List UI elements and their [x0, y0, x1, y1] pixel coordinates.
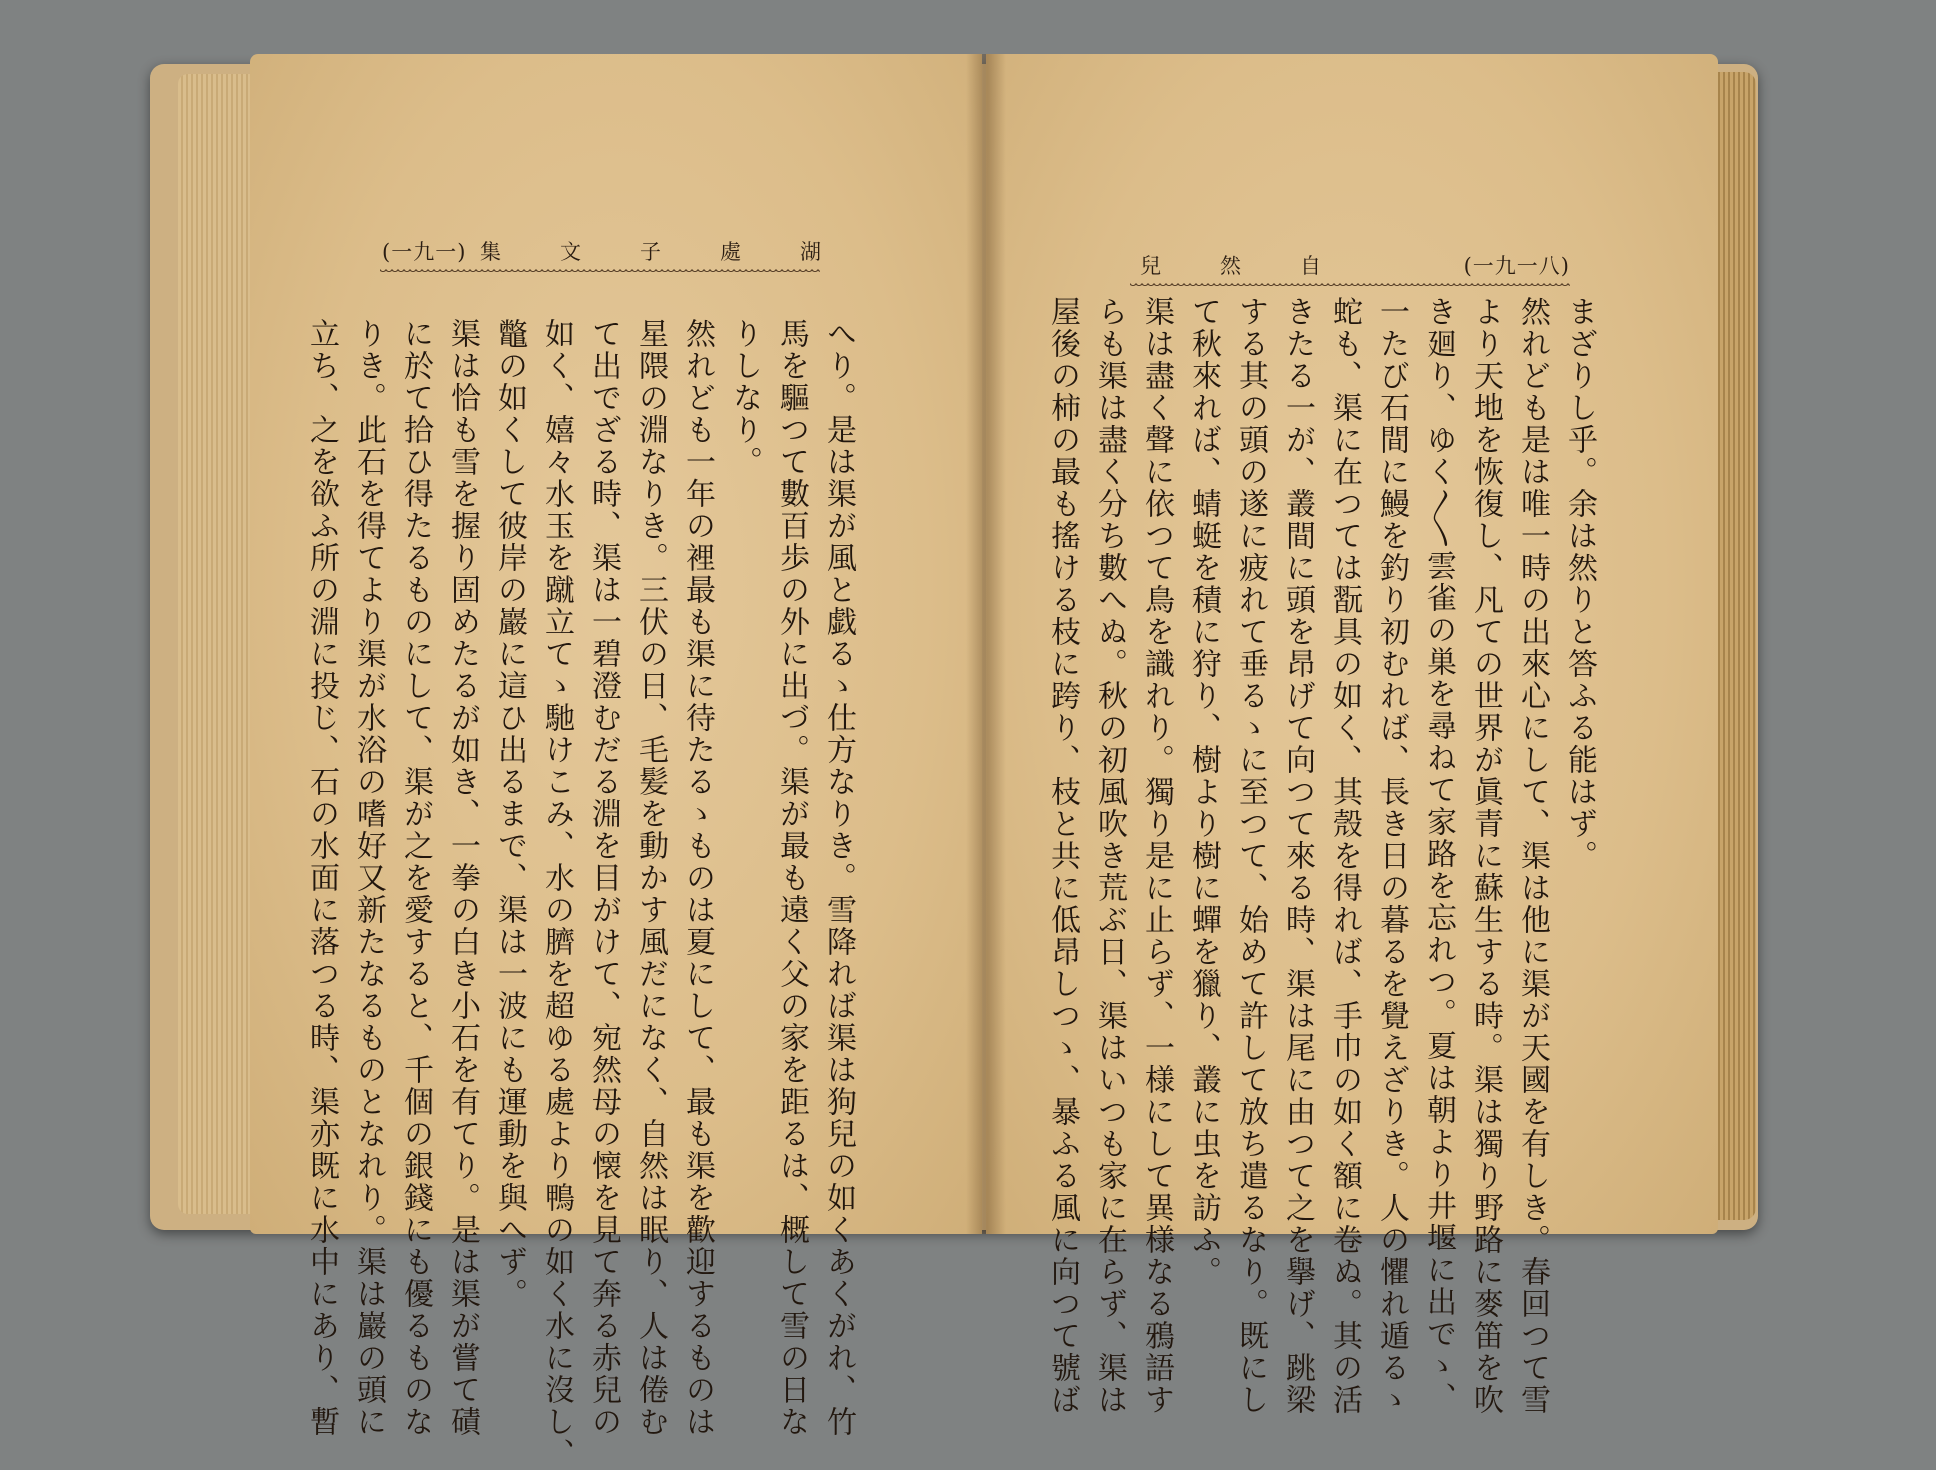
text-column: て出でざる時、渠は一碧澄むだる淵を目がけて、宛然母の懐を見て奔る赤兒の: [586, 318, 621, 1438]
text-column: りしなり。: [727, 318, 762, 478]
left-header-char: 子: [640, 240, 662, 264]
text-column: きたる一が、叢間に頭を昂げて向つて來る時、渠は尾に由つて之を擧げ、跳梁: [1280, 296, 1315, 1416]
text-column: 星隈の淵なりき。三伏の日、毛髪を動かす風だになく、自然は眠り、人は倦む: [633, 318, 668, 1438]
right-header-char: 兒: [1140, 254, 1162, 278]
right-header-title: [1140, 250, 1322, 280]
left-header-char: 文: [560, 240, 582, 264]
left-header-char: 集: [480, 240, 502, 264]
left-body-text: [304, 318, 862, 1470]
left-header-char: 處: [720, 240, 742, 264]
left-running-header: [382, 236, 822, 266]
text-column: より天地を恢復し、凡ての世界が眞青に蘇生する時。渠は獨り野路に麥笛を吹: [1468, 296, 1503, 1416]
right-header-rule: [1130, 282, 1570, 288]
right-body-text: [1045, 296, 1603, 1416]
left-header-rule: [380, 268, 820, 274]
text-column: へり。是は渠が風と戯るゝ仕方なりき。雪降れば渠は狗兒の如くあくがれ、竹: [821, 318, 856, 1438]
left-header-title: [480, 236, 822, 266]
text-column: 鼈の如くして彼岸の巖に這ひ出るまで、渠は一波にも運動を與へず。: [492, 318, 527, 1310]
text-column: き廻り、ゆく〳〵雲雀の巣を尋ねて家路を忘れつ。夏は朝より井堰に出でゝ、: [1421, 296, 1456, 1414]
text-column: 渠は恰も雪を握り固めたるが如き、一拳の白き小石を有てり。是は渠が嘗て磧: [445, 318, 480, 1438]
text-column: 蛇も、渠に在つては翫具の如く、其殼を得れば、手巾の如く額に卷ぬ。其の活: [1327, 296, 1362, 1416]
right-header-char: 自: [1300, 254, 1322, 278]
text-column: らも渠は盡く分ち數へぬ。秋の初風吹き荒ぶ日、渠はいつも家に在らず、渠は: [1092, 296, 1127, 1416]
text-column: する其の頭の遂に疲れて垂るゝに至つて、始めて許して放ち遣るなり。既にし: [1233, 296, 1268, 1416]
text-column: 立ち、之を欲ふ所の淵に投じ、石の水面に落つる時、渠亦既に水中にあり、暫: [304, 318, 339, 1438]
right-page-number: (一九一八): [1463, 254, 1570, 278]
left-header-char: 湖: [800, 240, 822, 264]
text-column: りき。此石を得てより渠が水浴の嗜好又新たなるものとなれり。渠は巖の頭に: [351, 318, 386, 1438]
text-column: 然れども一年の裡最も渠に待たるゝものは夏にして、最も渠を歡迎するものは: [680, 318, 715, 1438]
book-gutter: [966, 54, 1006, 1234]
text-column: 渠は盡く聲に依つて鳥を識れり。獨り是に止らず、一様にして異様なる鴉語す: [1139, 296, 1174, 1416]
text-column: 一たび石間に鰻を釣り初むれば、長き日の暮るを覺えざりき。人の懼れ遁るゝ: [1374, 296, 1409, 1416]
text-column: まざりし乎。余は然りと答ふる能はず。: [1562, 296, 1597, 872]
text-column: て秋來れば、蜻蜓を積に狩り、樹より樹に蟬を獵り、叢に虫を訪ふ。: [1186, 296, 1221, 1288]
text-column: 然れども是は唯一時の出來心にして、渠は他に渠が天國を有しき。春回つて雪: [1515, 296, 1550, 1416]
right-header-char: 然: [1220, 254, 1242, 278]
right-running-header: [1140, 250, 1570, 280]
left-page-number: (一九一): [382, 240, 467, 264]
text-column: 馬を驅つて數百歩の外に出づ。渠が最も遠く父の家を距るは、概して雪の日な: [774, 318, 809, 1438]
text-column: 如く、嬉々水玉を蹴立てゝ馳けこみ、水の臍を超ゆる處より鴨の如く水に沒し、: [539, 318, 574, 1470]
text-column: 屋後の柿の最も搖ける枝に跨り、枝と共に低昂しつゝ、暴ふる風に向つて號ば: [1045, 296, 1080, 1416]
text-column: に於て拾ひ得たるものにして、渠が之を愛すると、千個の銀錢にも優るものな: [398, 318, 433, 1438]
